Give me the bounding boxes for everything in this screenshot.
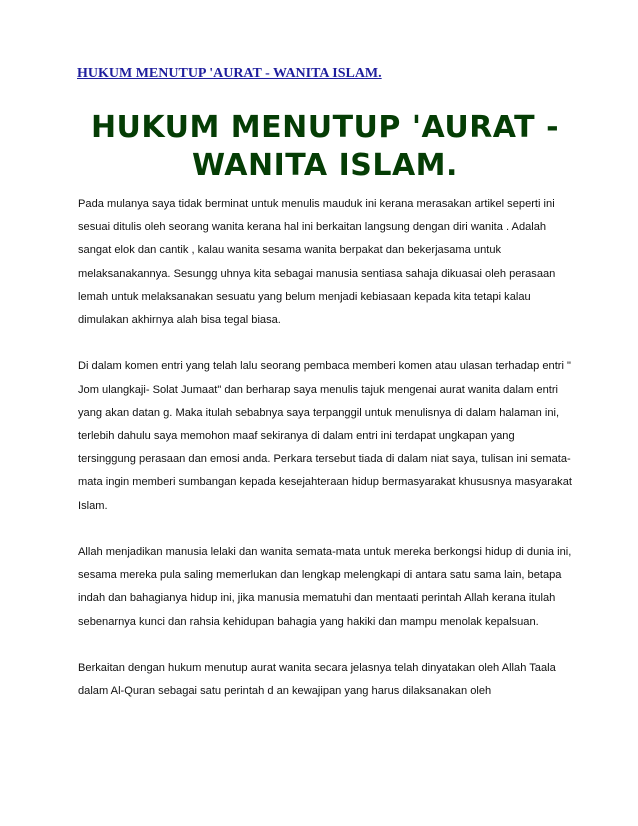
- paragraph-4: Berkaitan dengan hukum menutup aurat wanita secara jelasnya telah dinyatakan oleh Allah Taala dalam Al-Quran sebagai satu perintah d an kewajipan yang harus dilaksanakan oleh: [78, 662, 556, 698]
- paragraph-2: Di dalam komen entri yang telah lalu seorang pembaca memberi komen atau ulasan terhadap entri " Jom ulangkaji- Solat Jumaat" dan berharap saya menulis tajuk mengenai aurat wanita dalam entri yang akan datan g. Maka itulah sebabnya saya terpanggil untuk menulisnya di dalam halaman ini, terlebih dahulu saya memohon maaf sekiranya di dalam entri ini terdapat ungkapan yang tersinggung perasaan dan emosi anda. Perkara tersebut tiada di dalam niat saya, tulisan ini semata-mata ingin memberi sumbangan kepada kesejahteraan hidup bermasyarakat khususnya masyarakat Islam.: [78, 360, 572, 512]
- article-title: HUKUM MENUTUP 'AURAT - WANITA ISLAM.: [90, 110, 560, 183]
- paragraph-3: Allah menjadikan manusia lelaki dan wanita semata-mata untuk mereka berkongsi hidup di dunia ini, sesama mereka pula saling memerlukan dan lengkap melengkapi di antara satu sama lain, betapa indah dan bahagianya hidup ini, jika manusia mematuhi dan mentaati perintah Allah kerana itulah sebenarnya kunci dan rahsia kehidupan bahagia yang hakiki dan mampu menolak kepalsuan.: [78, 546, 572, 628]
- article-body: [78, 193, 572, 727]
- paragraph-1: Pada mulanya saya tidak berminat untuk menulis mauduk ini kerana merasakan artikel seperti ini sesuai ditulis oleh seorang wanita kerana hal ini berkaitan langsung dengan diri wanita . Adalah sangat elok dan cantik , kalau wanita sesama wanita berpakat dan bekerjasama untuk melaksanakannya. Sesungg uhnya kita sebagai manusia sentiasa sahaja dikuasai oleh perasaan lemah untuk melaksanakan sesuatu yang belum menjadi kebiasaan kepada kita tetapi kalau dimulakan akhirnya alah bisa tegal biasa.: [78, 198, 556, 327]
- article-link[interactable]: HUKUM MENUTUP 'AURAT - WANITA ISLAM.: [77, 66, 382, 81]
